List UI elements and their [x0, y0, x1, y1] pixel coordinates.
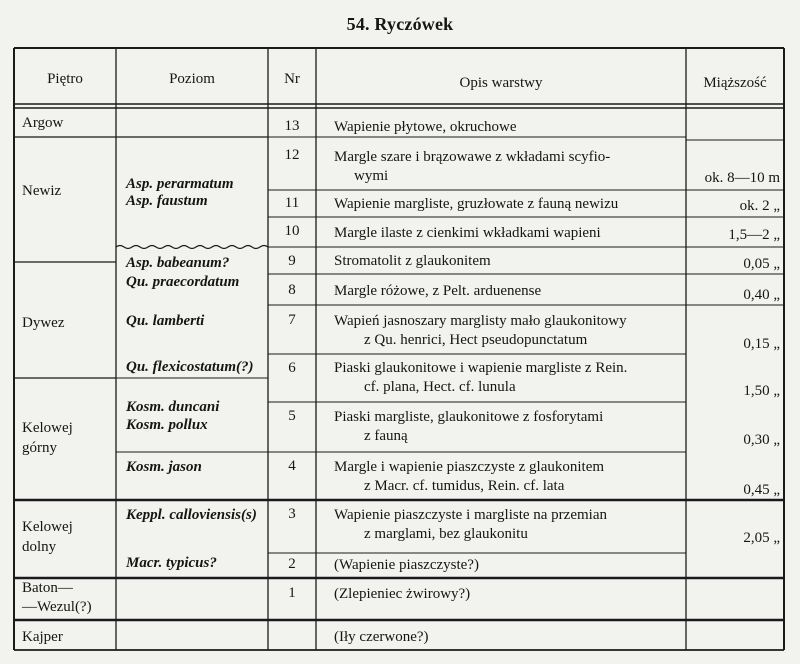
pietro-kajper: Kajper: [22, 629, 63, 645]
opis-line: Piaski glaukonitowe i wapienie margliste z Rein.: [334, 360, 628, 376]
poziom-label: Asp. perarmatum: [126, 176, 234, 192]
miazszosc-cell: 0,45 „: [743, 482, 780, 498]
page-title: 54. Ryczówek: [346, 14, 454, 34]
opis-line: Stromatolit z glaukonitem: [334, 253, 491, 269]
pietro-kelowej-gorny-1: Kelowej: [22, 420, 73, 436]
opis-line: Wapień jasnoszary marglisty mało glaukonitowy: [334, 313, 627, 329]
header-pietro: Piętro: [47, 71, 83, 87]
nr-cell: 5: [288, 408, 296, 424]
opis-line: (Zlepieniec żwirowy?): [334, 586, 471, 602]
nr-cell: 8: [288, 282, 296, 298]
pietro-kelowej-dolny-1: Kelowej: [22, 519, 73, 535]
opis-line: Margle i wapienie piaszczyste z glaukonitem: [334, 459, 605, 475]
miazszosc-cell: 0,05 „: [743, 256, 780, 272]
header-nr: Nr: [284, 71, 300, 87]
header-opis: Opis warstwy: [459, 75, 543, 91]
opis-line: Wapienie margliste, gruzłowate z fauną newizu: [334, 196, 619, 212]
opis-line: Piaski margliste, glaukonitowe z fosforytami: [334, 409, 604, 425]
nr-cell: 2: [288, 556, 296, 572]
pietro-dywez: Dywez: [22, 315, 65, 331]
opis-line: z fauną: [364, 428, 408, 444]
nr-cell: 1: [288, 585, 296, 601]
poziom-label: Asp. faustum: [126, 193, 208, 209]
poziom-label: Qu. flexicostatum(?): [126, 359, 254, 375]
nr-cell: 10: [284, 223, 300, 239]
poziom-label: Keppl. calloviensis(s): [126, 507, 257, 523]
nr-cell: 12: [284, 147, 300, 163]
pietro-kelowej-gorny-2: górny: [22, 440, 57, 456]
pietro-wezul: —Wezul(?): [22, 599, 92, 615]
nr-cell: 7: [288, 312, 296, 328]
opis-line: Wapienie piaszczyste i margliste na przemian: [334, 507, 607, 523]
poziom-label: Qu. praecordatum: [126, 274, 240, 290]
miazszosc-cell: 2,05 „: [743, 530, 780, 546]
miazszosc-cell: 0,15 „: [743, 336, 780, 352]
nr-cell: 6: [288, 360, 296, 376]
miazszosc-cell: 1,50 „: [743, 383, 780, 399]
miazszosc-cell: 0,40 „: [743, 287, 780, 303]
header-poziom: Poziom: [169, 71, 215, 87]
opis-line: cf. plana, Hect. cf. lunula: [364, 379, 516, 395]
poziom-label: Qu. lamberti: [126, 313, 205, 329]
opis-line: Margle ilaste z cienkimi wkładkami wapieni: [334, 225, 601, 241]
nr-cell: 3: [288, 506, 296, 522]
nr-cell: 9: [288, 253, 296, 269]
nr-cell: 13: [284, 118, 300, 134]
opis-line: (Iły czerwone?): [334, 629, 429, 645]
nr-cell: 4: [288, 458, 296, 474]
poziom-label: Macr. typicus?: [126, 555, 217, 571]
poziom-label: Kosm. duncani: [126, 399, 220, 415]
poziom-label: Asp. babeanum?: [126, 255, 230, 271]
pietro-kelowej-dolny-2: dolny: [22, 539, 57, 555]
opis-line: z Macr. cf. tumidus, Rein. cf. lata: [364, 478, 565, 494]
pietro-argow: Argow: [22, 115, 64, 131]
pietro-newiz: Newiz: [22, 183, 62, 199]
miazszosc-cell: ok. 8—10 m: [704, 170, 780, 186]
opis-line: z marglami, bez glaukonitu: [364, 526, 528, 542]
opis-line: z Qu. henrici, Hect pseudopunctatum: [364, 332, 588, 348]
poziom-label: Kosm. jason: [126, 459, 202, 475]
miazszosc-cell: ok. 2 „: [739, 198, 780, 214]
poziom-label: Kosm. pollux: [126, 417, 208, 433]
nr-cell: 11: [284, 195, 300, 211]
opis-line: Margle szare i brązowawe z wkładami scyfio-: [334, 149, 611, 165]
header-miazszosc: Miąższość: [703, 75, 767, 91]
miazszosc-cell: 1,5—2 „: [728, 227, 780, 243]
opis-line: Wapienie płytowe, okruchowe: [334, 119, 517, 135]
opis-line: (Wapienie piaszczyste?): [334, 557, 479, 573]
pietro-baton: Baton—: [22, 580, 73, 596]
miazszosc-cell: 0,30 „: [743, 432, 780, 448]
opis-line: Margle różowe, z Pelt. arduenense: [334, 283, 542, 299]
opis-line: wymi: [354, 168, 389, 184]
